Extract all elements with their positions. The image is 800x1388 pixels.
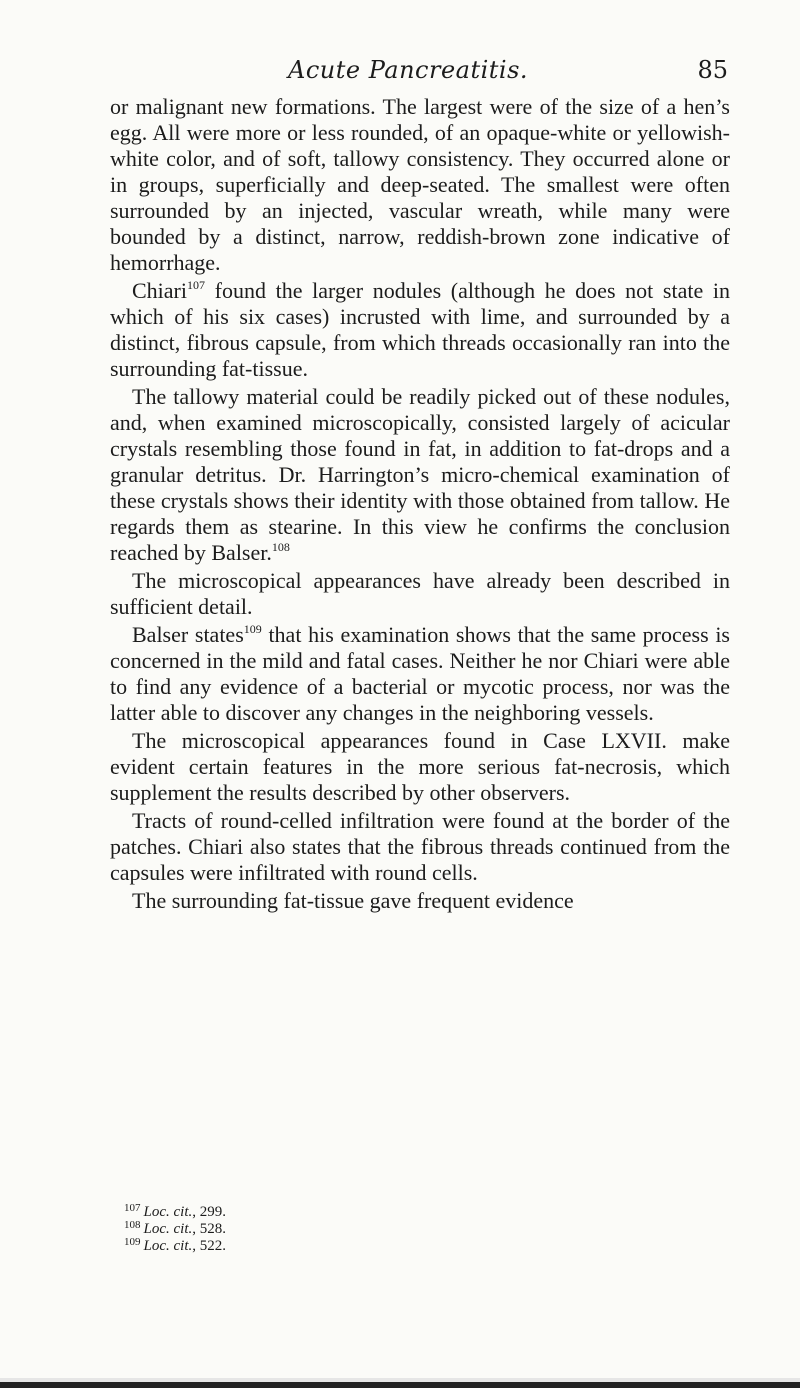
text-run: The surrounding fat-tissue gave frequent evidence [132, 888, 574, 913]
footnote [124, 1221, 424, 1238]
footnote-number: 109 [124, 1236, 141, 1248]
text-run: Balser states [132, 622, 244, 647]
footnote-ref: 109 [243, 622, 262, 636]
text-run: The microscopical appearances have already been described in sufficient detail. [110, 568, 730, 619]
text-run: found the larger nodules (although he does not state in which of his six cases) incrusted with lime, and surrounded by a distinct, fibrous capsule, from which threads occasionally ran into the surrounding fat-tissue. [110, 278, 730, 381]
page-header [288, 56, 728, 90]
text-run: or malignant new formations. The largest were of the size of a hen’s egg. All were more or less rounded, of an opaque-white or yellowish-white color, and of soft, tallowy consistency. They occurred alone or in groups, superficially and deep-seated. The smallest were often surrounded by an injected, vascular wreath, while many were bounded by a distinct, narrow, reddish-brown zone indicative of hemorrhage. [110, 94, 730, 275]
page-bottom-edge [0, 1382, 800, 1388]
footnote-ref: 107 [187, 278, 205, 292]
paragraph [110, 384, 730, 566]
footnotes [124, 1204, 424, 1255]
footnote-page: , 522. [192, 1238, 226, 1254]
footnote-page: , 528. [192, 1221, 226, 1237]
footnote [124, 1238, 424, 1255]
footnote [124, 1204, 424, 1221]
footnote-ref-text: Loc. cit. [143, 1221, 193, 1237]
paragraph [110, 568, 730, 620]
paragraph [110, 728, 730, 806]
footnote-number: 108 [124, 1219, 141, 1231]
paragraph [110, 622, 730, 726]
paragraph [110, 808, 730, 886]
footnote-page: , 299. [192, 1204, 226, 1220]
footnote-ref-text: Loc. cit. [143, 1204, 193, 1220]
footnote-number: 107 [124, 1202, 141, 1214]
text-run: The microscopical appearances found in Case LXVII. make evident certain features in the more serious fat-necrosis, which supplement the results described by other observers. [110, 728, 730, 805]
footnote-ref-text: Loc. cit. [143, 1238, 193, 1254]
text-run: Tracts of round-celled infiltration were found at the border of the patches. Chiari also states that the fibrous threads continued from the capsules were infiltrated with round cells. [110, 808, 730, 885]
text-run: The tallowy material could be readily picked out of these nodules, and, when examined microscopically, consisted largely of acicular crystals resembling those found in fat, in addition to fat-drops and a granular detritus. Dr. Harrington’s micro-chemical examination of these crystals shows their identity with those obtained from tallow. He regards them as stearine. In this view he confirms the conclusion reached by Balser. [110, 384, 730, 565]
body-text [110, 94, 730, 916]
footnote-ref: 108 [271, 540, 290, 554]
text-run: that his examination shows that the same process is concerned in the mild and fatal cases. Neither he nor Chiari were able to find any evidence of a bacterial or mycotic process, nor was the latter able to discover any changes in the neighboring vessels. [110, 622, 730, 725]
running-title: Acute Pancreatitis. [288, 56, 529, 84]
paragraph [110, 278, 730, 382]
paragraph [110, 94, 730, 276]
text-run: Chiari [132, 278, 187, 303]
page-number: 85 [697, 56, 728, 84]
paragraph [110, 888, 730, 914]
